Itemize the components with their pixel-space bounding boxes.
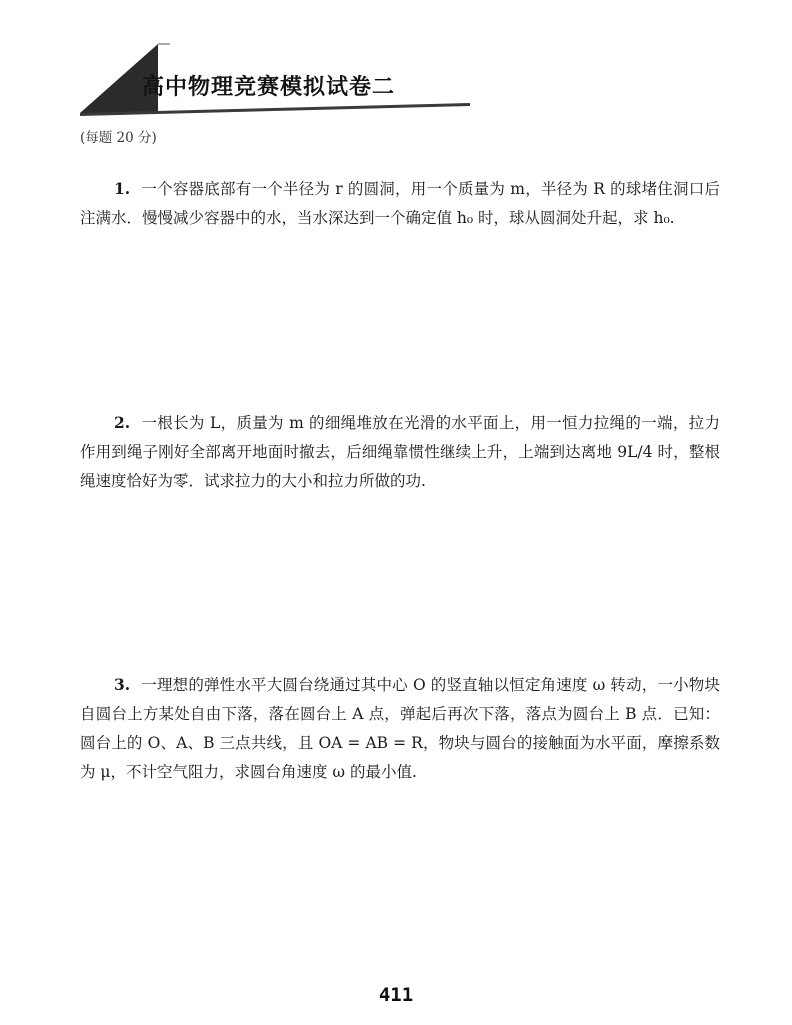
question-text: 一根长为 L，质量为 m 的细绳堆放在光滑的水平面上，用一恒力拉绳的一端，拉力作用到绳子刚好全部离开地面时撤去，后细绳靠惯性继续上升，上端到达离地 9L/4 时，整根绳速度恰好为零．试求拉力的大小和拉力所做的功. <box>80 414 720 490</box>
question-2 <box>80 408 720 496</box>
question-text: 一个容器底部有一个半径为 r 的圆洞，用一个质量为 m，半径为 R 的球堵住洞口后注满水．慢慢减少容器中的水，当水深达到一个确定值 h₀ 时，球从圆洞处升起，求 h₀. <box>80 180 720 227</box>
page-title: 高中物理竞赛模拟试卷二 <box>142 75 396 100</box>
score-note: (每题 20 分) <box>80 130 157 146</box>
question-3 <box>80 670 720 787</box>
question-number: 2. <box>114 413 131 432</box>
page-number: 411 <box>378 984 414 1006</box>
question-number: 3. <box>114 675 131 694</box>
question-text: 一理想的弹性水平大圆台绕通过其中心 O 的竖直轴以恒定角速度 ω 转动，一小物块自圆台上方某处自由下落，落在圆台上 A 点，弹起后再次下落，落点为圆台上 B 点．已知：圆台上的 O、A、B 三点共线，且 OA = AB = R，物块与圆台的接触面为水平面，摩擦系数为 μ，不计空气阻力，求圆台角速度 ω 的最小值. <box>80 676 720 781</box>
question-1 <box>80 174 720 233</box>
question-number: 1. <box>114 179 131 198</box>
